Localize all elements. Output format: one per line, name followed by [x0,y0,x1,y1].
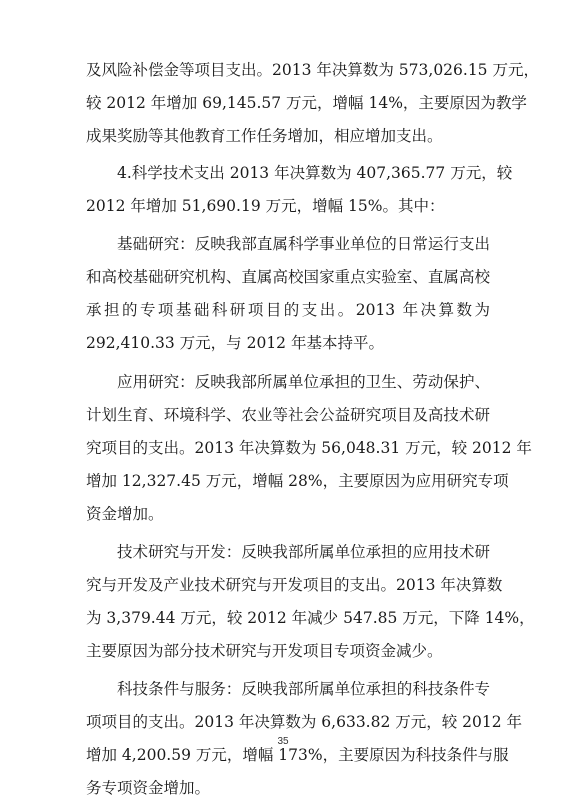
text-line: 应用研究：反映我部所属单位承担的卫生、劳动保护、 [117,373,490,391]
text-line: 技术研究与开发：反映我部所属单位承担的应用技术研 [117,543,490,561]
text-line: 主要原因为部分技术研究与开发项目专项资金减少。 [86,642,443,660]
text-line: 292,410.33 万元，与 2012 年基本持平。 [86,334,384,352]
text-line: 究项目的支出。2013 年决算数为 56,048.31 万元，较 2012 年 [86,439,532,457]
text-line: 和高校基础研究机构、直属高校国家重点实验室、直属高校 [86,268,490,286]
text-line: 承担的专项基础科研项目的支出。2013 年决算数为 [86,301,490,319]
text-line: 成果奖励等其他教育工作任务增加，相应增加支出。 [86,127,443,145]
text-line: 科技条件与服务：反映我部所属单位承担的科技条件专 [117,680,490,698]
text-line: 基础研究：反映我部直属科学事业单位的日常运行支出 [117,235,490,253]
text-line: 较 2012 年增加 69,145.57 万元，增幅 14%，主要原因为教学 [86,94,527,112]
text-line: 4.科学技术支出 2013 年决算数为 407,365.77 万元，较 [117,164,513,182]
text-line: 2012 年增加 51,690.19 万元，增幅 15%。其中： [86,197,445,215]
text-line: 资金增加。 [86,505,164,523]
text-line: 为 3,379.44 万元，较 2012 年减少 547.85 万元，下降 14%， [86,609,535,627]
text-line: 增加 12,327.45 万元，增幅 28%，主要原因为应用研究专项 [86,472,509,490]
text-line: 增加 4,200.59 万元，增幅 173%，主要原因为科技条件与服 [86,746,509,764]
text-line: 项项目的支出。2013 年决算数为 6,633.82 万元，较 2012 年 [86,713,523,731]
text-line: 务专项资金增加。 [86,779,211,797]
text-line: 及风险补偿金等项目支出。2013 年决算数为 573,026.15 万元， [86,61,539,79]
text-line: 究与开发及产业技术研究与开发项目的支出。2013 年决算数 [86,576,503,594]
text-line: 计划生育、环境科学、农业等社会公益研究项目及高技术研 [86,406,490,424]
page-number: 35 [277,736,289,747]
